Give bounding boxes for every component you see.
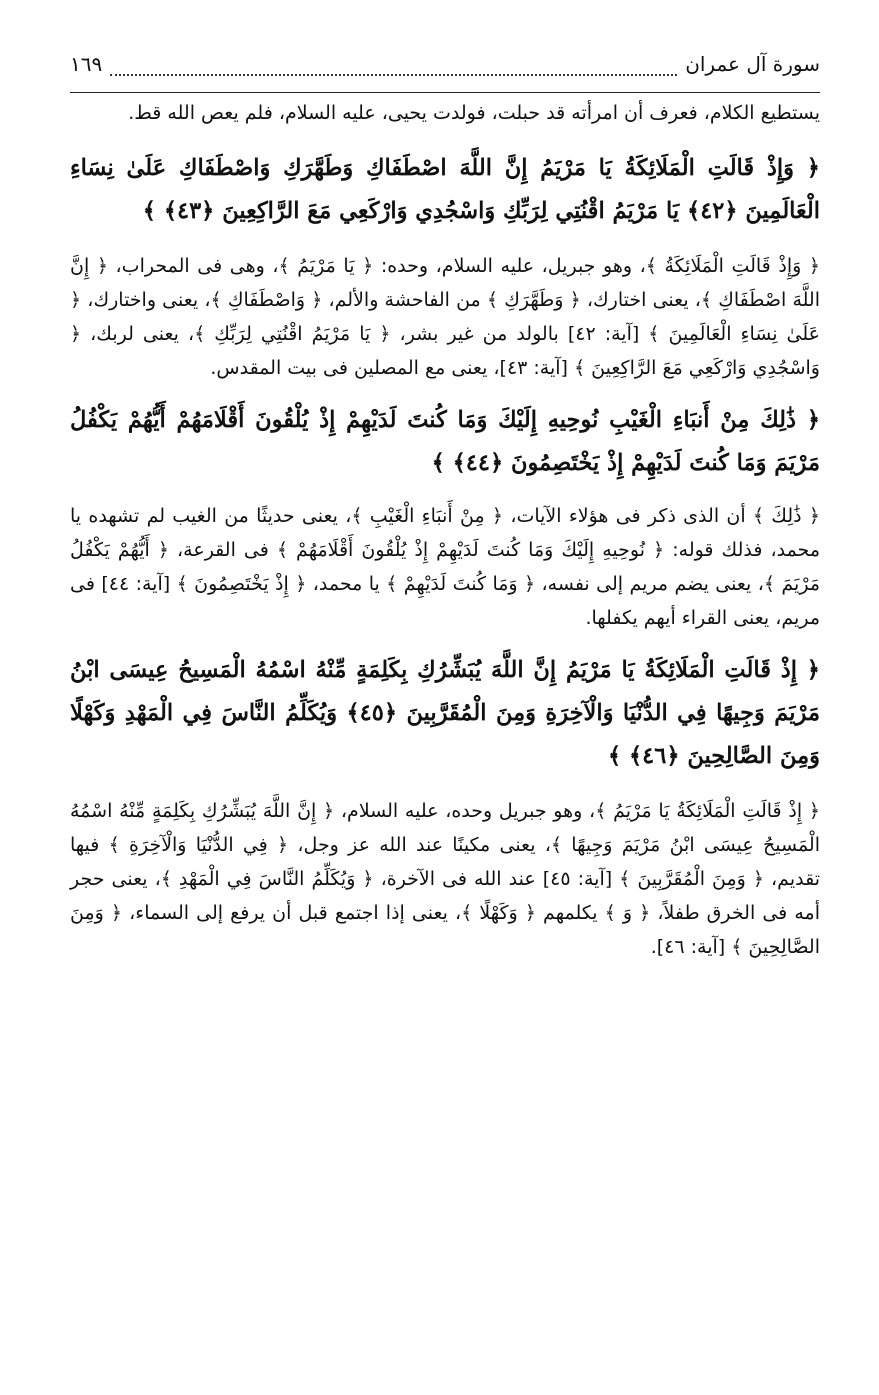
commentary-45-46: ﴿ إِذْ قَالَتِ الْمَلَائِكَةُ يَا مَرْيَمُ ﴾، وهو جبريل وحده، عليه السلام، ﴿ إِنَّ اللَّهَ يُبَشِّرُكِ بِكَلِمَةٍ مِّنْهُ اسْمُهُ الْمَسِيحُ عِيسَى ابْنُ مَرْيَمَ وَجِيهًا ﴾، يعنى مكينًا عند الله عز وجل، ﴿ فِي الدُّنْيَا وَالْآخِرَةِ ﴾ فيها تقديم، ﴿ وَمِنَ الْمُقَرَّبِينَ ﴾ [آية: ٤٥] عند الله فى الآخرة، ﴿ وَيُكَلِّمُ النَّاسَ فِي الْمَهْدِ ﴾، يعنى حجر أمه فى الخرق طفلاً، ﴿ وَ ﴾ يكلمهم ﴿ وَكَهْلًا ﴾، يعنى إذا اجتمع قبل أن يرفع إلى السماء، ﴿ وَمِنَ الصَّالِحِينَ ﴾ [آية: ٤٦]. (70, 799, 820, 958)
quran-verse-42-43: ﴿ وَإِذْ قَالَتِ الْمَلَائِكَةُ يَا مَرْيَمُ إِنَّ اللَّهَ اصْطَفَاكِ وَطَهَّرَكِ وَاصْطَفَاكِ عَلَىٰ نِسَاءِ الْعَالَمِينَ ﴿٤٢﴾ يَا مَرْيَمُ اقْنُتِي لِرَبِّكِ وَاسْجُدِي وَارْكَعِي مَعَ الرَّاكِعِينَ ﴿٤٣﴾ ﴾ (70, 154, 820, 224)
book-page (70, 52, 820, 964)
commentary-42-43: ﴿ وَإِذْ قَالَتِ الْمَلَائِكَةُ ﴾، وهو جبريل، عليه السلام، وحده: ﴿ يَا مَرْيَمُ ﴾، وهى فى المحراب، ﴿ إِنَّ اللَّهَ اصْطَفَاكِ ﴾، يعنى اختارك، ﴿ وَطَهَّرَكِ ﴾ من الفاحشة والألم، ﴿ وَاصْطَفَاكِ ﴾، يعنى واختارك، ﴿ عَلَىٰ نِسَاءِ الْعَالَمِينَ ﴾ [آية: ٤٢] بالولد من غير بشر، ﴿ يَا مَرْيَمُ اقْنُتِي لِرَبِّكِ ﴾، يعنى لربك، ﴿ وَاسْجُدِي وَارْكَعِي مَعَ الرَّاكِعِينَ ﴾ [آية: ٤٣]، يعنى مع المصلين فى بيت المقدس. (70, 254, 820, 379)
quran-verse-44: ﴿ ذَٰلِكَ مِنْ أَنبَاءِ الْغَيْبِ نُوحِيهِ إِلَيْكَ وَمَا كُنتَ لَدَيْهِمْ إِذْ يُلْقُونَ أَقْلَامَهُمْ أَيُّهُمْ يَكْفُلُ مَرْيَمَ وَمَا كُنتَ لَدَيْهِمْ إِذْ يَخْتَصِمُونَ ﴿٤٤﴾ ﴾ (70, 406, 820, 476)
running-header (70, 52, 820, 93)
paragraph-continuation: يستطيع الكلام، فعرف أن امرأته قد حبلت، فولدت يحيى، عليه السلام، فلم يعص الله قط. (128, 102, 820, 124)
header-dot-leader (110, 64, 677, 76)
page-number: ١٦٩ (70, 52, 103, 76)
surah-title: سورة آل عمران (685, 52, 820, 76)
quran-verse-45-46: ﴿ إِذْ قَالَتِ الْمَلَائِكَةُ يَا مَرْيَمُ إِنَّ اللَّهَ يُبَشِّرُكِ بِكَلِمَةٍ مِّنْهُ اسْمُهُ الْمَسِيحُ عِيسَى ابْنُ مَرْيَمَ وَجِيهًا فِي الدُّنْيَا وَالْآخِرَةِ وَمِنَ الْمُقَرَّبِينَ ﴿٤٥﴾ وَيُكَلِّمُ النَّاسَ فِي الْمَهْدِ وَكَهْلًا وَمِنَ الصَّالِحِينَ ﴿٤٦﴾ ﴾ (70, 656, 820, 769)
commentary-44: ﴿ ذَٰلِكَ ﴾ أن الذى ذكر فى هؤلاء الآيات، ﴿ مِنْ أَنبَاءِ الْغَيْبِ ﴾، يعنى حديثًا من الغيب لم تشهده يا محمد، فذلك قوله: ﴿ نُوحِيهِ إِلَيْكَ وَمَا كُنتَ لَدَيْهِمْ إِذْ يُلْقُونَ أَقْلَامَهُمْ ﴾ فى القرعة، ﴿ أَيُّهُمْ يَكْفُلُ مَرْيَمَ ﴾، يعنى يضم مريم إلى نفسه، ﴿ وَمَا كُنتَ لَدَيْهِمْ ﴾ يا محمد، ﴿ إِذْ يَخْتَصِمُونَ ﴾ [آية: ٤٤] فى مريم، يعنى القراء أيهم يكفلها. (70, 504, 820, 629)
